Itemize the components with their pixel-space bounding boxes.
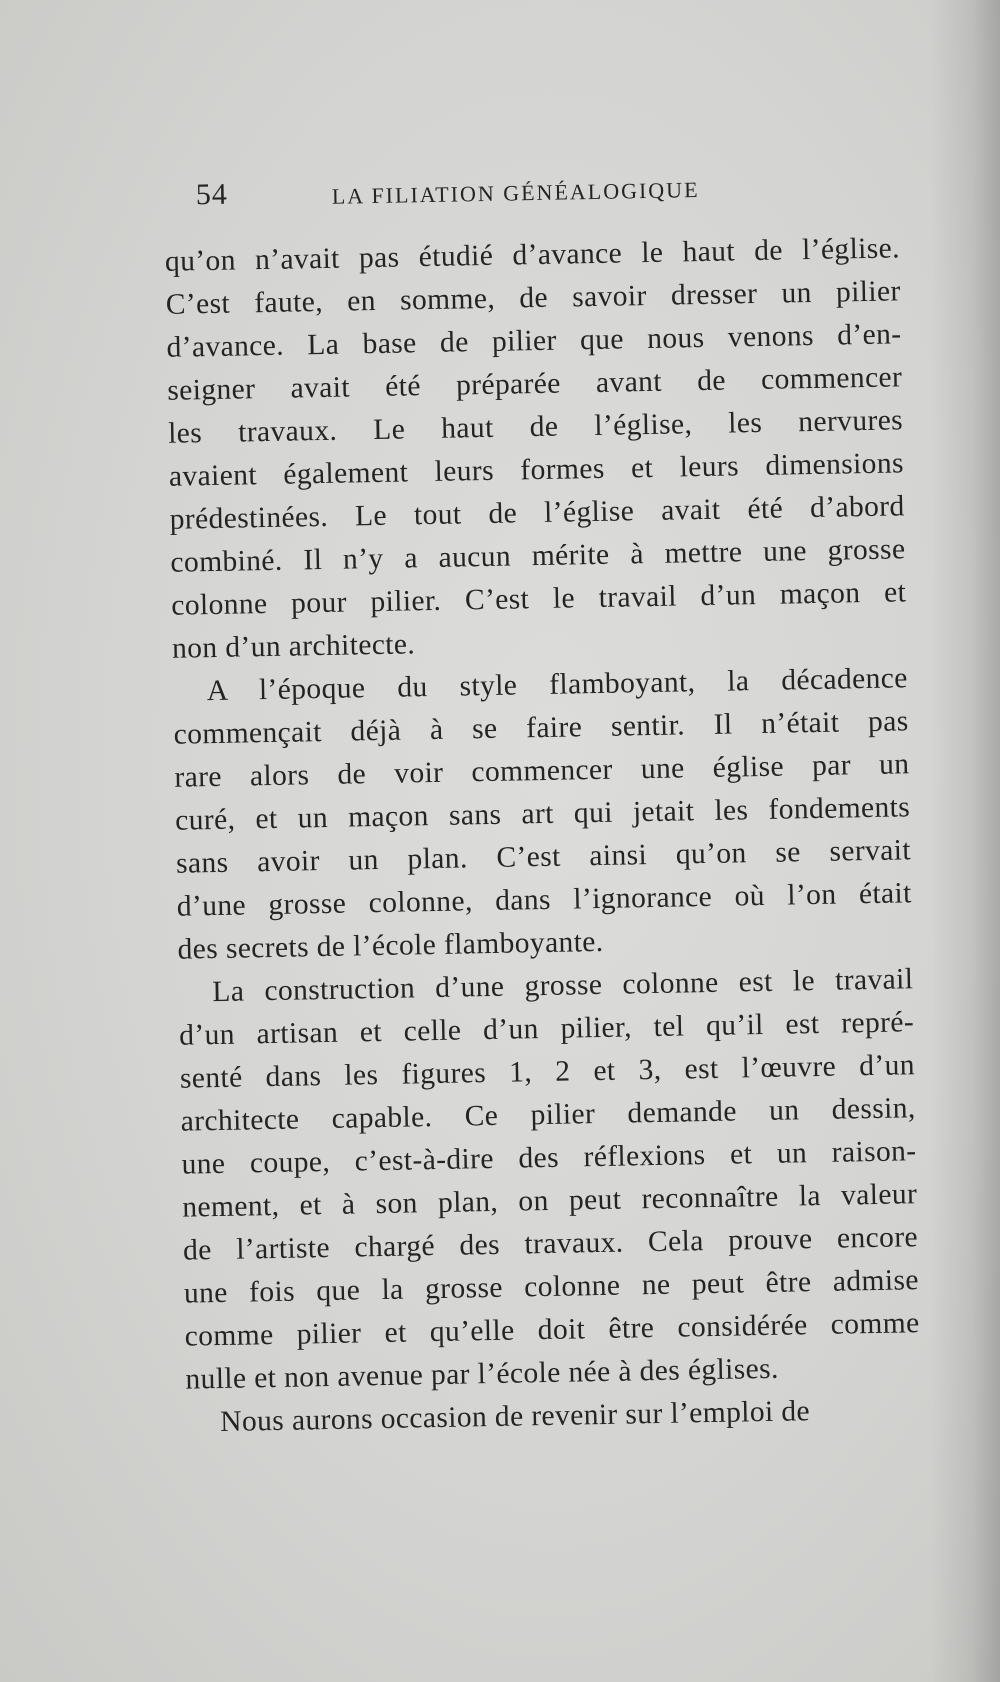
text-line: comme pilier et qu’elle doit être considérée comme	[184, 1307, 920, 1353]
text-line: une coupe, c’est-à-dire des réflexions et un raison-	[181, 1135, 917, 1181]
text-line: prédestinées. Le tout de l’église avait été d’abord	[169, 490, 905, 536]
text-line: nement, et à son plan, on peut reconnaître la valeur	[182, 1178, 918, 1224]
text-line: de l’artiste chargé des travaux. Cela prouve encore	[182, 1221, 919, 1267]
text-line: rare alors de voir commencer une église par un	[174, 748, 910, 794]
page-edge-shadow	[930, 0, 1000, 1682]
text-line: C’est faute, en somme, de savoir dresser un pilier	[165, 275, 901, 321]
text-line: qu’on n’avait pas étudié d’avance le haut de l’église.	[164, 232, 901, 278]
text-line: non d’un architecte.	[171, 628, 416, 665]
text-line: les travaux. Le haut de l’église, les nervures	[167, 404, 904, 450]
text-line: une fois que la grosse colonne ne peut être admise	[183, 1264, 920, 1310]
text-line: La construction d’une grosse colonne est le travail	[212, 963, 914, 1009]
text-line: sans avoir un plan. C’est ainsi qu’on se servait	[175, 834, 912, 880]
text-line: d’un artisan et celle d’un pilier, tel qu’il est repré-	[178, 1006, 915, 1052]
body-text	[165, 227, 922, 1444]
text-line: d’avance. La base de pilier que nous venons d’en-	[166, 318, 902, 364]
text-line: architecte capable. Ce pilier demande un dessin,	[180, 1092, 916, 1138]
running-title: LA FILIATION GÉNÉALOGIQUE	[331, 177, 700, 209]
page-header	[163, 163, 899, 236]
text-line: commençait déjà à se faire sentir. Il n’était pas	[173, 705, 909, 751]
text-line: colonne pour pilier. C’est le travail d’un maçon et	[171, 576, 907, 622]
text-block	[163, 163, 921, 1444]
text-line: nulle et non avenue par l’école née à des églises.	[185, 1352, 780, 1396]
text-line: senté dans les figures 1, 2 et 3, est l’œuvre d’un	[179, 1049, 916, 1095]
page-number: 54	[195, 177, 229, 212]
paragraph	[172, 657, 912, 971]
text-line: combiné. Il n’y a aucun mérite à mettre une grosse	[170, 533, 906, 579]
paragraph	[178, 958, 921, 1401]
paragraph	[165, 227, 908, 670]
text-line: des secrets de l’école flamboyante.	[177, 925, 604, 966]
text-line: avaient également leurs formes et leurs dimensions	[168, 447, 905, 493]
text-line: A l’époque du style flamboyant, la décadence	[206, 662, 909, 708]
text-line: d’une grosse colonne, dans l’ignorance où l’on était	[176, 877, 912, 923]
text-line: curé, et un maçon sans art qui jetait les fondements	[174, 791, 911, 837]
text-line: Nous aurons occasion de revenir sur l’emploi de	[219, 1395, 811, 1439]
text-line: seigner avait été préparée avant de commencer	[167, 361, 903, 407]
